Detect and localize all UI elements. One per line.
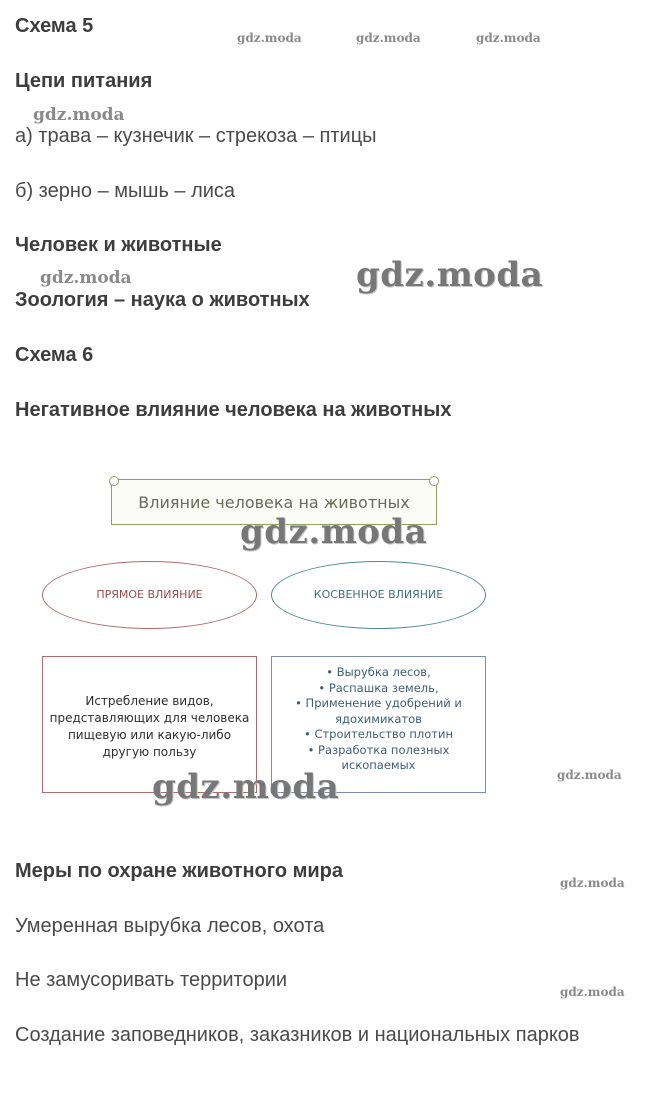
protection-item: Умеренная вырубка лесов, охота (15, 915, 325, 937)
watermark: gdz.moda (560, 985, 625, 999)
food-chain-b: б) зерно – мышь – лиса (15, 180, 236, 202)
watermark: gdz.moda (476, 31, 541, 45)
food-chains-heading: Цепи питания (15, 70, 153, 92)
direct-influence-label: ПРЯМОЕ ВЛИЯНИЕ (96, 588, 203, 601)
watermark: gdz.moda (557, 768, 622, 782)
list-item: • Распашка земель, (278, 681, 479, 697)
protection-item: Создание заповедников, заказников и национальных парков (15, 1024, 580, 1046)
list-item: • Строительство плотин (278, 727, 479, 743)
indirect-influence-list (278, 665, 479, 774)
direct-influence-node (42, 561, 257, 629)
indirect-influence-label: КОСВЕННОЕ ВЛИЯНИЕ (313, 588, 444, 601)
scheme5-title: Схема 5 (15, 15, 94, 37)
human-animals-heading: Человек и животные (15, 234, 222, 256)
watermark: gdz.moda (560, 876, 625, 890)
watermark: gdz.moda (237, 31, 302, 45)
protection-item: Не замусоривать территории (15, 969, 288, 991)
scheme6-title: Схема 6 (15, 344, 94, 366)
watermark: gdz.moda (240, 512, 428, 552)
watermark: gdz.moda (152, 767, 340, 807)
negative-influence-heading: Негативное влияние человека на животных (15, 399, 452, 421)
list-item: • Вырубка лесов, (278, 665, 479, 681)
watermark: gdz.moda (33, 105, 125, 125)
zoology-definition: Зоология – наука о животных (15, 289, 310, 311)
protection-heading: Меры по охране животного мира (15, 860, 344, 882)
watermark: gdz.moda (40, 268, 132, 288)
watermark: gdz.moda (356, 255, 544, 295)
indirect-influence-node (271, 561, 486, 629)
direct-influence-description: Истребление видов, представляющих для человека пищевую или какую-либо другую пользу (49, 694, 250, 759)
list-item: • Разработка полезных ископаемых (278, 743, 479, 774)
list-item: • Применение удобрений и ядохимикатов (278, 696, 479, 727)
watermark: gdz.moda (356, 31, 421, 45)
food-chain-a: а) трава – кузнечик – стрекоза – птицы (15, 125, 377, 147)
diagram-root-label: Влияние человека на животных (138, 493, 410, 512)
